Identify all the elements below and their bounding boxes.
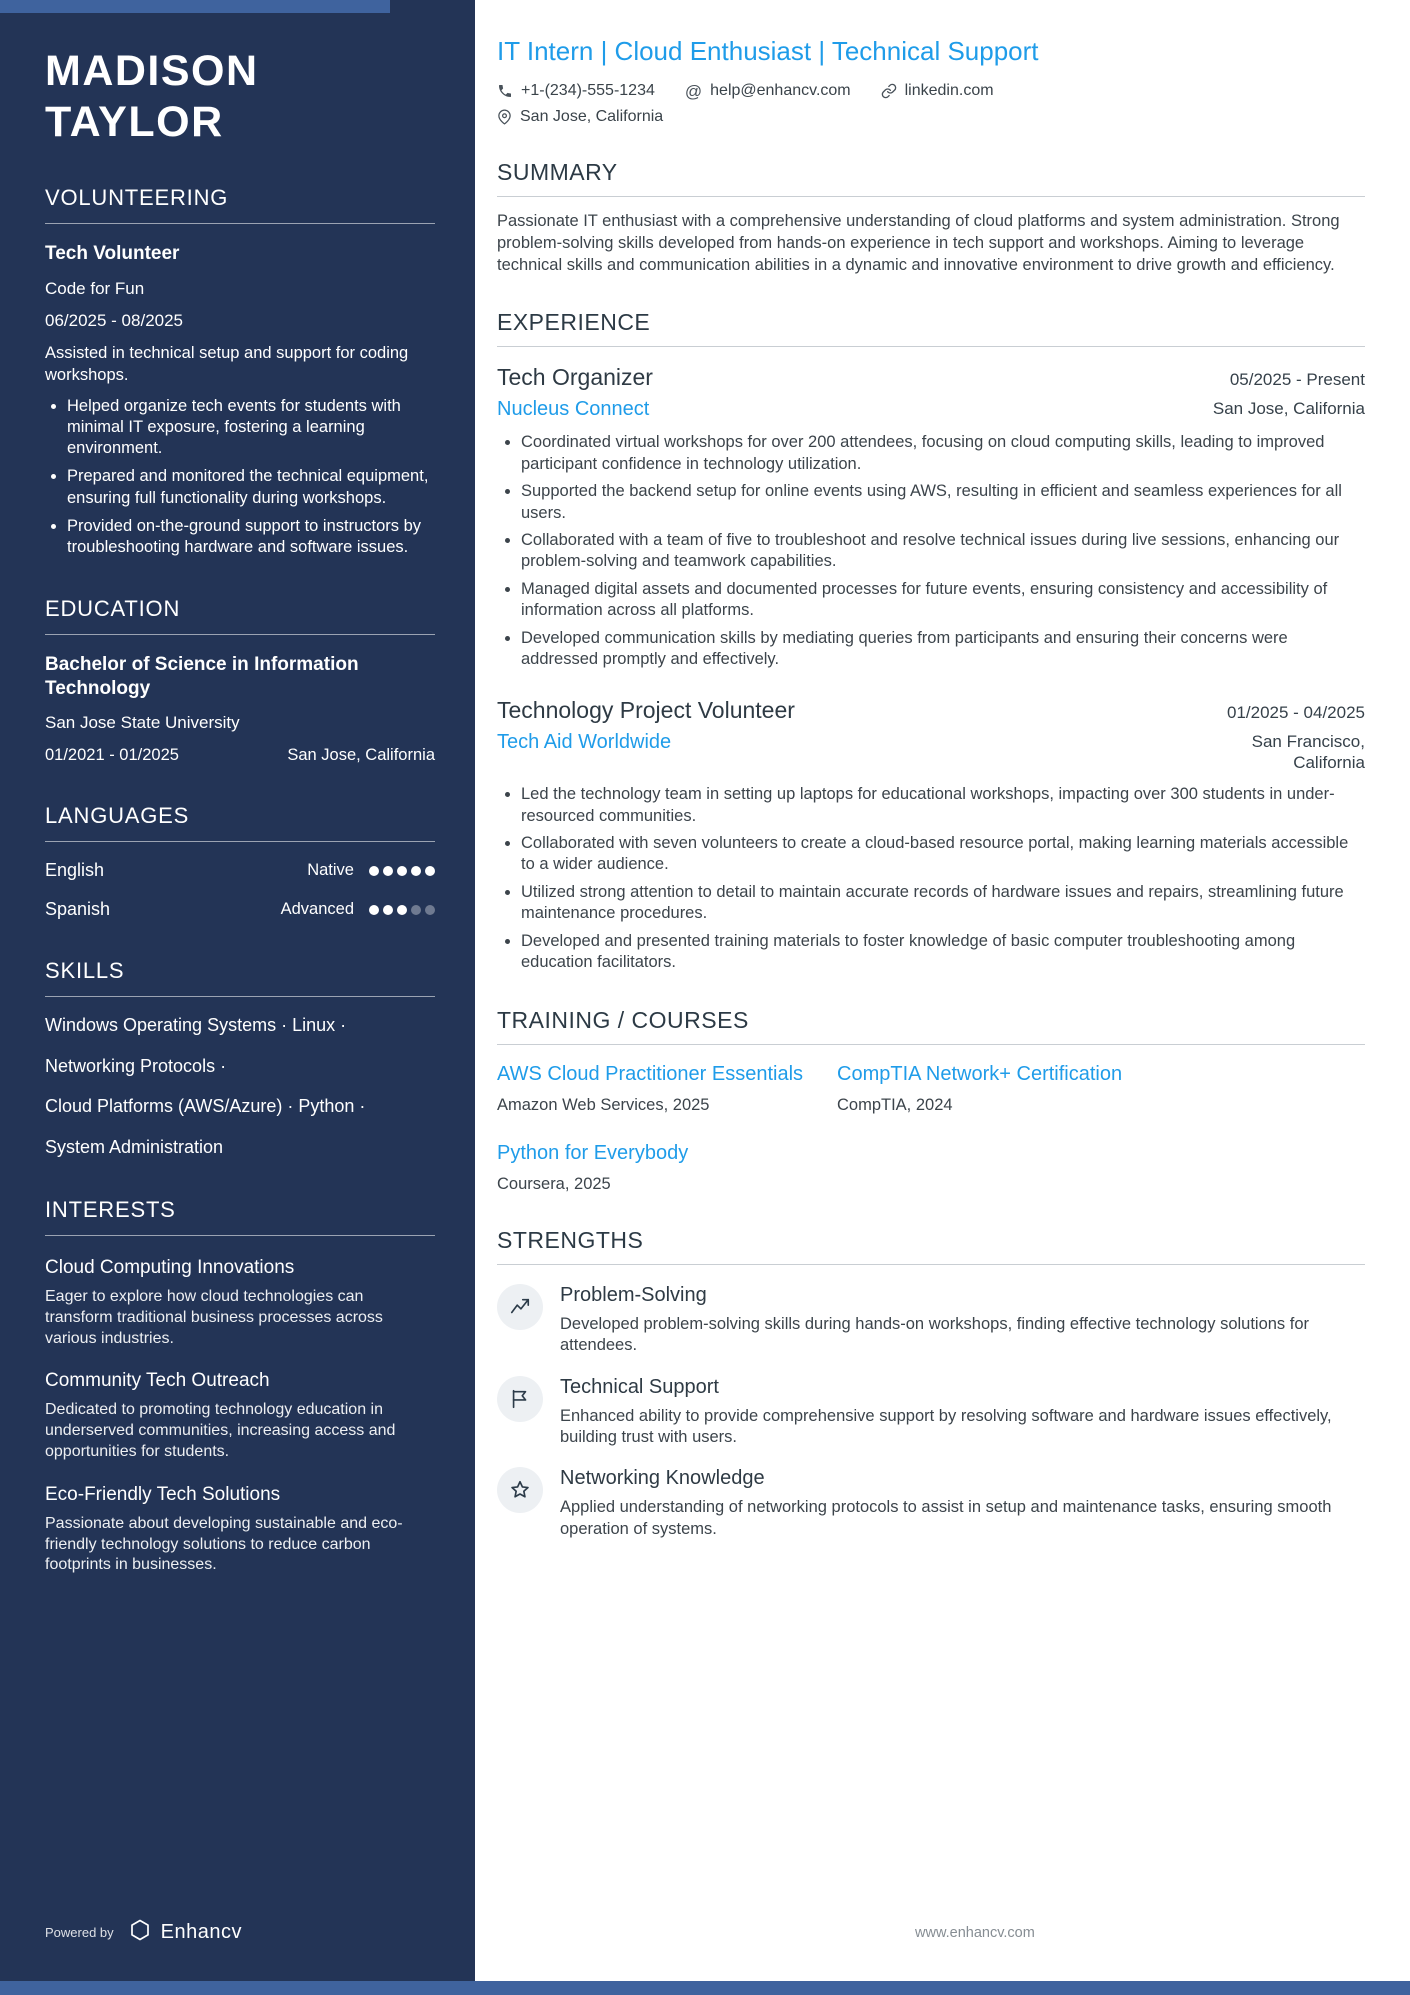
location-contact — [497, 108, 663, 126]
course-title: Python for Everybody — [497, 1141, 689, 1164]
powered-by-label: Powered by — [45, 1925, 114, 1940]
education-location: San Jose, California — [287, 746, 435, 765]
course-entry — [497, 1141, 817, 1194]
location-row — [497, 108, 1365, 126]
experience-entry — [497, 364, 1365, 670]
job-bullet-list — [497, 432, 1365, 670]
volunteer-role: Tech Volunteer — [45, 243, 180, 265]
top-accent-strip — [0, 0, 390, 13]
summary-section — [497, 159, 1365, 276]
course-provider: CompTIA, 2024 — [837, 1095, 953, 1114]
volunteer-summary: Assisted in technical setup and support for coding workshops. — [45, 344, 409, 384]
education-meta-row — [45, 746, 435, 765]
strength-body — [560, 1376, 1365, 1449]
volunteering-section — [45, 185, 435, 557]
job-title: Technology Project Volunteer — [497, 696, 795, 723]
flag-icon — [497, 1376, 543, 1422]
enhancv-wordmark: Enhancv — [160, 1921, 242, 1943]
job-bullet-list — [497, 784, 1365, 974]
language-name: English — [45, 860, 105, 881]
summary-heading: SUMMARY — [497, 159, 1365, 197]
education-heading: EDUCATION — [45, 596, 435, 635]
zigzag-arrow-icon — [497, 1284, 543, 1330]
strength-entry — [497, 1467, 1365, 1540]
experience-heading: EXPERIENCE — [497, 309, 1365, 347]
volunteer-bullet-list — [45, 396, 435, 558]
headline: IT Intern | Cloud Enthusiast | Technical Support — [497, 36, 1039, 66]
job-dates: 05/2025 - Present — [1229, 370, 1365, 390]
phone-icon — [497, 83, 513, 99]
skill-line: System Administration — [45, 1136, 224, 1157]
language-row — [45, 899, 435, 920]
skills-section — [45, 958, 435, 1159]
experience-bullet: • Developed communication skills by mediating queries from participants and ensuring their concerns were addressed promptly and effectively. — [521, 628, 1365, 671]
candidate-first-name: MADISON — [45, 47, 259, 95]
candidate-name — [45, 46, 435, 147]
language-level: Native — [307, 861, 354, 880]
interest-text: Dedicated to promoting technology education in underserved communities, increasing access and opportunities for students. — [45, 1401, 396, 1460]
course-title: CompTIA Network+ Certification — [837, 1062, 1123, 1085]
strength-entry — [497, 1376, 1365, 1449]
language-proficiency-dots — [369, 905, 435, 915]
courses-grid — [497, 1062, 1365, 1194]
link-icon — [881, 83, 897, 99]
experience-bullet: • Managed digital assets and documented processes for future events, ensuring consistency and accessibility of information across all platforms. — [521, 579, 1365, 622]
strengths-section — [497, 1227, 1365, 1541]
job-dates: 01/2025 - 04/2025 — [1226, 702, 1365, 722]
education-degree: Bachelor of Science in Information Technology — [45, 653, 359, 699]
main-column — [475, 0, 1410, 1995]
job-header — [497, 364, 1365, 391]
skill-line: Windows Operating Systems · Linux · — [45, 1015, 347, 1036]
course-entry — [497, 1062, 817, 1115]
job-location: San Jose, California — [1212, 399, 1365, 419]
phone-contact[interactable] — [497, 82, 655, 100]
languages-section — [45, 803, 435, 920]
sidebar — [0, 0, 475, 1995]
powered-by-footer — [45, 1918, 435, 1955]
experience-bullet: • Coordinated virtual workshops for over 200 attendees, focusing on cloud computing skills, leading to improved participant confidence in technology utilization. — [521, 432, 1365, 475]
strength-text: Developed problem-solving skills during hands-on workshops, finding effective technology solutions for attendees. — [560, 1314, 1310, 1355]
job-company: Nucleus Connect — [497, 398, 650, 421]
experience-bullet: • Utilized strong attention to detail to maintain accurate records of hardware issues and repairs, streamlining future maintenance procedures. — [521, 882, 1365, 925]
volunteer-bullet: • Provided on-the-ground support to instructors by troubleshooting hardware and software issues. — [67, 516, 435, 558]
language-name: Spanish — [45, 899, 111, 920]
email-address: help@enhancv.com — [710, 82, 851, 99]
training-section — [497, 1007, 1365, 1194]
strength-title: Problem-Solving — [560, 1283, 707, 1306]
star-icon — [497, 1467, 543, 1513]
linkedin-url: linkedin.com — [904, 82, 994, 99]
summary-text: Passionate IT enthusiast with a comprehensive understanding of cloud platforms and system administration. Strong problem-solving skills developed from hands-on experience in tech support and workshops. Aiming to leverage technical skills and communication abilities in a dynamic and innovative environment to drive growth and efficiency. — [497, 212, 1340, 274]
job-subheader — [497, 731, 1365, 774]
phone-number: +1-(234)-555-1234 — [521, 82, 655, 99]
volunteer-bullet: • Helped organize tech events for students with minimal IT exposure, fostering a learning environment. — [67, 396, 435, 459]
interest-text: Passionate about developing sustainable and eco-friendly technology solutions to reduce carbon footprints in businesses. — [45, 1514, 403, 1574]
strength-entry — [497, 1284, 1365, 1357]
interest-title: Cloud Computing Innovations — [45, 1256, 295, 1278]
enhancv-logo-icon — [128, 1918, 152, 1947]
skill-line: Networking Protocols · — [45, 1055, 227, 1076]
interests-heading: INTERESTS — [45, 1197, 435, 1236]
volunteer-organization: Code for Fun — [45, 279, 145, 299]
strength-text: Applied understanding of networking protocols to assist in setup and maintenance tasks, ensuring smooth operation of systems. — [560, 1498, 1332, 1538]
volunteer-bullet: • Prepared and monitored the technical equipment, ensuring full functionality during workshops. — [67, 466, 435, 508]
strength-text: Enhanced ability to provide comprehensive support by resolving software and hardware issues effectively, building trust with users. — [560, 1406, 1332, 1446]
volunteer-dates: 06/2025 - 08/2025 — [45, 311, 184, 331]
email-contact[interactable] — [685, 82, 851, 100]
resume-header — [497, 36, 1365, 126]
skill-line: Cloud Platforms (AWS/Azure) · Python · — [45, 1096, 366, 1117]
experience-bullet: • Supported the backend setup for online events using AWS, resulting in efficient and seamless experiences for all users. — [521, 481, 1365, 524]
strength-body — [560, 1467, 1365, 1540]
job-company: Tech Aid Worldwide — [497, 730, 672, 753]
job-title: Tech Organizer — [497, 364, 653, 391]
job-header — [497, 697, 1365, 724]
experience-bullet: • Collaborated with seven volunteers to create a cloud-based resource portal, making learning materials accessible to a wider audience. — [521, 833, 1365, 876]
job-subheader — [497, 398, 1365, 421]
languages-heading: LANGUAGES — [45, 803, 435, 842]
language-row — [45, 860, 435, 881]
interest-title: Eco-Friendly Tech Solutions — [45, 1483, 281, 1505]
course-provider: Amazon Web Services, 2025 — [497, 1095, 710, 1114]
experience-entry — [497, 697, 1365, 974]
strengths-heading: STRENGTHS — [497, 1227, 1365, 1265]
strength-title: Networking Knowledge — [560, 1467, 765, 1490]
course-provider: Coursera, 2025 — [497, 1174, 611, 1193]
location-pin-icon — [497, 109, 512, 125]
strength-body — [560, 1284, 1365, 1357]
linkedin-contact[interactable] — [881, 82, 994, 100]
interests-section — [45, 1197, 435, 1576]
course-title: AWS Cloud Practitioner Essentials — [497, 1062, 804, 1085]
experience-bullet: • Collaborated with a team of five to troubleshoot and resolve technical issues during live sessions, enhancing our problem-solving and teamwork capabilities. — [521, 530, 1365, 573]
website-link[interactable]: www.enhancv.com — [915, 1925, 1035, 1941]
strength-title: Technical Support — [560, 1375, 719, 1398]
experience-bullet: • Led the technology team in setting up laptops for educational workshops, impacting over 300 students in under-resourced communities. — [521, 784, 1365, 827]
experience-bullet: • Developed and presented training materials to foster knowledge of basic computer troubleshooting among education facilitators. — [521, 931, 1365, 974]
location-text: San Jose, California — [520, 108, 664, 125]
interest-text: Eager to explore how cloud technologies can transform traditional business processes across various industries. — [45, 1287, 383, 1347]
experience-section — [497, 309, 1365, 973]
candidate-last-name: TAYLOR — [45, 97, 224, 146]
course-entry — [837, 1062, 1365, 1115]
education-school: San Jose State University — [45, 713, 240, 733]
interest-title: Community Tech Outreach — [45, 1370, 270, 1392]
language-level: Advanced — [280, 900, 354, 919]
volunteering-heading: VOLUNTEERING — [45, 185, 435, 224]
contact-row — [497, 82, 1365, 100]
education-section — [45, 596, 435, 766]
education-dates: 01/2021 - 01/2025 — [45, 746, 179, 765]
bottom-accent-strip — [0, 1981, 1410, 1995]
training-heading: TRAINING / COURSES — [497, 1007, 1365, 1045]
at-icon: @ — [684, 81, 703, 101]
skills-heading: SKILLS — [45, 958, 435, 997]
language-proficiency-dots — [369, 866, 435, 876]
job-location: San Francisco, California — [1251, 731, 1365, 772]
